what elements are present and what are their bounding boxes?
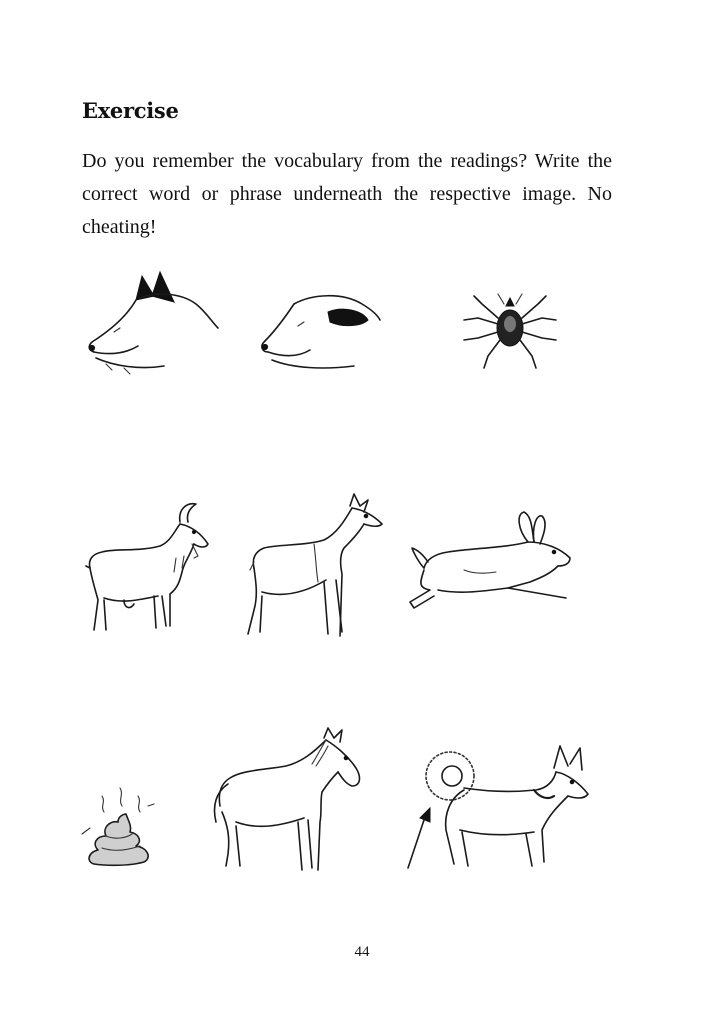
dog-head-ears-up-icon	[84, 270, 224, 378]
page-number: 44	[354, 944, 370, 960]
horse-icon	[208, 726, 368, 874]
dog-curled-tail-icon	[404, 740, 594, 872]
doe-icon	[244, 492, 386, 638]
exercise-heading: Exercise	[82, 98, 179, 123]
exercise-instructions: Do you remember the vocabulary from the readings? Write the correct word or phrase underneath the respective image. No cheating!	[82, 150, 612, 238]
goat-icon	[78, 496, 214, 632]
tick-icon	[458, 284, 562, 374]
hare-icon	[404, 508, 576, 616]
dog-head-ears-down-icon	[258, 290, 384, 374]
dog-poop-icon	[78, 784, 158, 866]
